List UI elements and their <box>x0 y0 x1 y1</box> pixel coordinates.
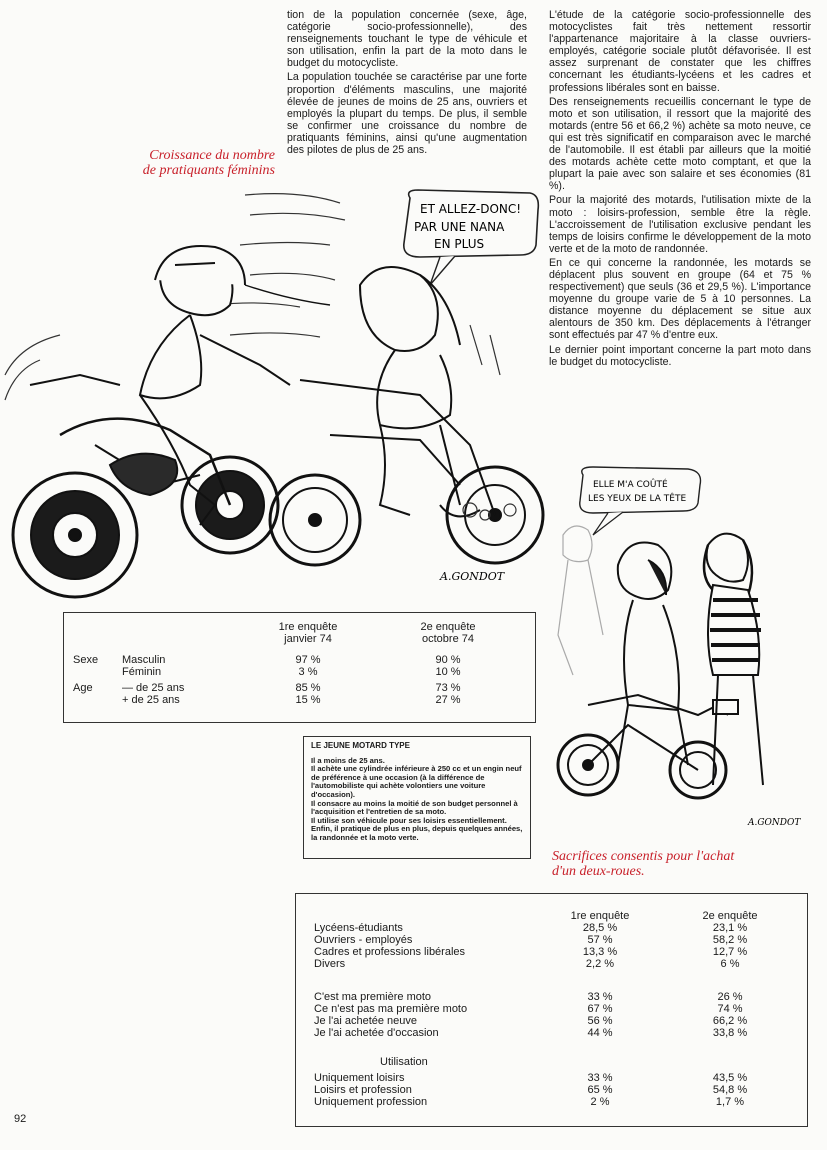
middle-column <box>287 9 527 158</box>
bubble1-line1: ET ALLEZ-DONC! <box>420 202 522 216</box>
t1-v-fem-1: 3 % <box>298 666 318 678</box>
t2-row-v2-1: 58,2 % <box>712 934 748 946</box>
caption-sacrifices <box>552 849 802 879</box>
t1-sexe: Sexe <box>73 654 99 666</box>
caption-sacrifices-line1: Sacrifices consentis pour l'achat <box>552 849 735 864</box>
t2-row-v2-6: 66,2 % <box>712 1015 748 1027</box>
t1-v-m25-1: 85 % <box>295 682 321 694</box>
t2-row-v1-2: 13,3 % <box>582 946 618 958</box>
middle-paragraph-1: tion de la population concernée (sexe, âge, catégorie socio-professionnelle), des renseignements touchant le type de véhicule et son utilisation, enfin la part de la moto dans le budget du motocycliste. <box>287 9 527 70</box>
table2-content <box>295 893 806 1125</box>
t1-v-fem-2: 10 % <box>435 666 461 678</box>
t2-head1: 1re enquête <box>570 910 630 922</box>
signature-1: A.GONDOT <box>440 570 505 583</box>
typical-rider-box <box>303 736 531 859</box>
t1-plus25: + de 25 ans <box>122 694 180 706</box>
t2-row-label-1: Ouvriers - employés <box>314 934 413 946</box>
t2-row-label-10: Uniquement profession <box>314 1096 428 1108</box>
cartoon-couple-illustration <box>548 465 810 840</box>
t2-row-v2-5: 74 % <box>717 1003 743 1015</box>
caption-feminine-line2: de pratiquants féminins <box>142 163 275 178</box>
t2-row-label-6: Je l'ai achetée neuve <box>314 1015 418 1027</box>
right-paragraph-5: Le dernier point important concerne la part moto dans le budget du motocycliste. <box>549 343 811 368</box>
t2-row-v1-8: 33 % <box>587 1072 613 1084</box>
t1-moins25: — de 25 ans <box>122 682 185 694</box>
caption-feminine <box>100 148 275 178</box>
signature-2: A.GONDOT <box>748 818 801 828</box>
right-paragraph-3: Pour la majorité des motards, l'utilisation mixte de la moto : loisirs-profession, semble être la règle. L'accroissement de l'utilisation exclusive pendant les temps de loisirs confirme le développement de la moto verte et de la moto de randonnée. <box>549 194 811 255</box>
t2-row-v1-5: 67 % <box>587 1003 613 1015</box>
typical-rider-line1: Il a moins de 25 ans. <box>311 755 385 765</box>
t2-row-v2-0: 23,1 % <box>712 922 748 934</box>
t1-v-m25-2: 73 % <box>435 682 461 694</box>
t2-row-label-7: Je l'ai achetée d'occasion <box>314 1027 439 1039</box>
t2-row-label-0: Lycéens-étudiants <box>314 922 403 934</box>
t2-row-label-2: Cadres et professions libérales <box>314 946 466 958</box>
t2-utilisation-heading: Utilisation <box>380 1056 428 1068</box>
bubble1-line2: PAR UNE NANA <box>414 220 505 234</box>
t2-row-label-4: C'est ma première moto <box>314 991 432 1003</box>
bubble1-line3: EN PLUS <box>434 237 485 251</box>
t2-row-label-5: Ce n'est pas ma première moto <box>314 1003 468 1015</box>
typical-rider-line3: Il consacre au moins la moitié de son budget personnel à l'acquisition et l'entretien de sa moto. <box>311 798 518 817</box>
t1-age: Age <box>73 682 93 694</box>
t2-row-label-9: Loisirs et profession <box>314 1084 412 1096</box>
t2-row-v2-8: 43,5 % <box>712 1072 748 1084</box>
t2-row-v1-10: 2 % <box>590 1096 610 1108</box>
typical-rider-line2: Il achète une cylindrée inférieure à 250 cc et un engin neuf de préférence à une occasion (à la différence de l'automobiliste qui achète volontiers une voiture d'occasion). <box>311 764 522 799</box>
right-paragraph-1: L'étude de la catégorie socio-professionnelle des motocyclistes fait très nettement ressortir l'appartenance majoritaire à la classe ouvriers-employés, catégorie sociale plutôt défavorisée. Il est assez surprenant de constater que les chiffres concernant les étudiants-lycéens et les cadres et professions libérales sont en baisse. <box>549 9 811 94</box>
caption-sacrifices-line2: d'un deux-roues. <box>552 864 645 879</box>
t2-row-v1-7: 44 % <box>587 1027 613 1039</box>
cartoon-riders-illustration <box>0 185 545 605</box>
typical-rider-line4: Il utilise son véhicule pour ses loisirs essentiellement. <box>311 815 507 825</box>
t1-v-masc-1: 97 % <box>295 654 321 666</box>
t1-masculin: Masculin <box>122 654 166 666</box>
t2-row-label-3: Divers <box>314 958 346 970</box>
right-paragraph-2: Des renseignements recueillis concernant le type de moto et son utilisation, il ressort que la majorité des motards (entre 56 et 66,2 %) achète sa moto neuve, ce qui est très significatif en comparaison avec le marché de l'automobile. Il est établi par ailleurs que la moitié des motards achète cette moto comptant, et que la plupart la paie avec son salaire et ses économies (81 %). <box>549 95 811 193</box>
t2-row-v2-7: 33,8 % <box>712 1027 748 1039</box>
t2-row-v1-4: 33 % <box>587 991 613 1003</box>
t1-head1b: janvier 74 <box>284 633 332 645</box>
t2-head2: 2e enquête <box>702 910 758 922</box>
caption-feminine-line1: Croissance du nombre <box>149 148 275 163</box>
t1-head2a: 2e enquête <box>420 621 476 633</box>
t1-v-p25-2: 27 % <box>435 694 461 706</box>
t1-v-p25-1: 15 % <box>295 694 321 706</box>
middle-paragraph-2: La population touchée se caractérise par une forte proportion d'éléments masculins, une majorité élevée de jeunes de moins de 25 ans, ouvriers et employés la plupart du temps. De plus, il semble se confirmer une croissance du nombre de pratiquants féminins, ainsi qu'une augmentation des pilotes de plus de 25 ans. <box>287 71 527 157</box>
t2-row-v2-3: 6 % <box>720 958 740 970</box>
t2-row-v1-6: 56 % <box>587 1015 613 1027</box>
t1-head1a: 1re enquête <box>278 621 338 633</box>
right-paragraph-4: En ce qui concerne la randonnée, les motards se déplacent plus souvent en groupe (64 et 75 % respectivement) que seuls (36 et 29,5 %). L'importance moyenne du groupe varie de 5 à 10 personnes. La distance moyenne du déplacement se situe aux alentours de 350 km. Des déplacements à l'étranger sont effectués par 47 % d'entre eux. <box>549 256 811 342</box>
t1-feminin: Féminin <box>122 666 162 678</box>
t2-row-v1-0: 28,5 % <box>582 922 618 934</box>
page-number: 92 <box>14 1113 27 1125</box>
t2-row-v2-10: 1,7 % <box>715 1096 745 1108</box>
t2-row-v2-9: 54,8 % <box>712 1084 748 1096</box>
bubble2-line1: ELLE M'A COÛTÉ <box>593 480 668 490</box>
t2-row-v1-9: 65 % <box>587 1084 613 1096</box>
t2-row-v2-2: 12,7 % <box>712 946 748 958</box>
t2-row-v2-4: 26 % <box>717 991 743 1003</box>
t2-row-label-8: Uniquement loisirs <box>314 1072 405 1084</box>
table1-content <box>63 612 534 721</box>
typical-rider-title: LE JEUNE MOTARD TYPE <box>311 741 410 750</box>
t1-head2b: octobre 74 <box>422 633 474 645</box>
t2-row-v1-1: 57 % <box>587 934 613 946</box>
t2-row-v1-3: 2,2 % <box>585 958 615 970</box>
typical-rider-line5: Enfin, il pratique de plus en plus, depuis quelques années, la randonnée et la moto verte. <box>311 824 523 842</box>
bubble2-line2: LES YEUX DE LA TÊTE <box>588 494 687 504</box>
t1-v-masc-2: 90 % <box>435 654 461 666</box>
right-column <box>549 9 811 370</box>
